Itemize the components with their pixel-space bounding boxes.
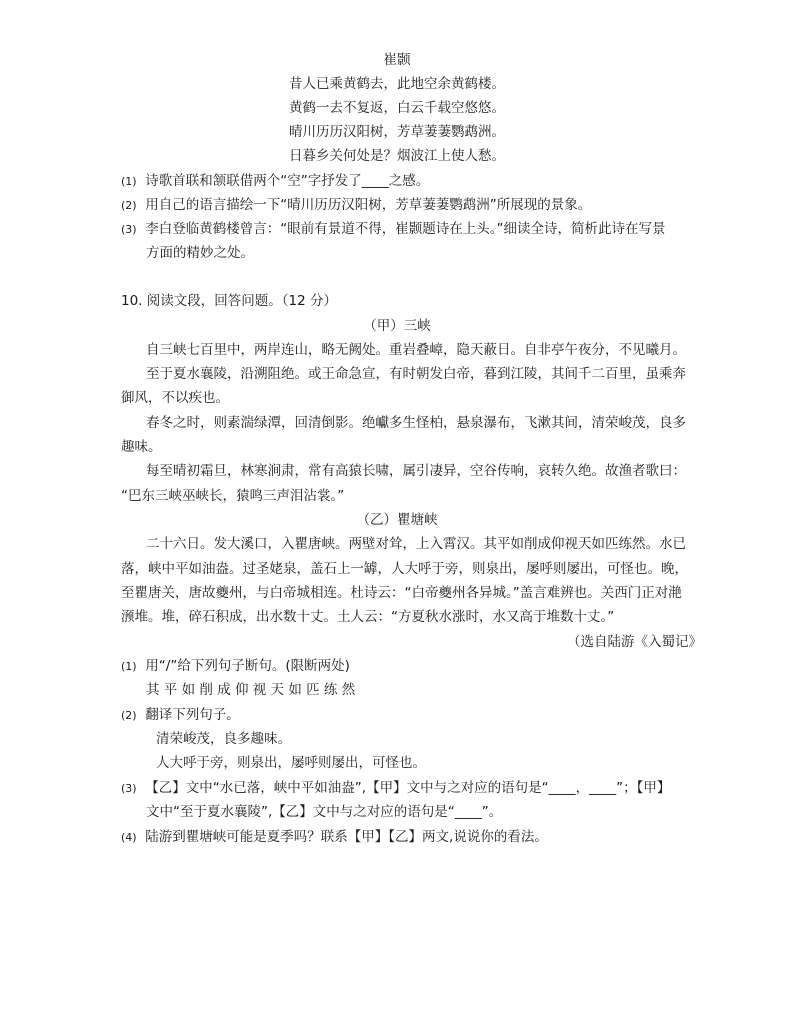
question-number: (2) — [121, 709, 137, 722]
poem-author: 崔颢 — [383, 52, 411, 68]
question-sub-item: 人大呼于旁，则泉出，屡呼则屡出，可怪也。 — [156, 755, 426, 771]
question-continuation: 方面的精妙之处。 — [146, 245, 254, 261]
question-item — [121, 220, 666, 239]
passage-a-line: 自三峡七百里中，两岸连山，略无阙处。重岩叠嶂，隐天蔽日。自非亭午夜分，不见曦月。 — [146, 342, 686, 358]
question-text: 李白登临黄鹤楼曾言：“眼前有景道不得，崔颢题诗在上头。”细读全诗，简析此诗在写景 — [145, 221, 666, 237]
passage-b-title: （乙）瞿塘峡 — [356, 512, 438, 528]
passage-a-line: “巴东三峡巫峡长，猿鸣三声泪沾裳。” — [121, 488, 345, 504]
passage-b-line: 二十六日。发大溪口，入瞿唐峡。两壁对耸，上入霄汉。其平如削成仰视天如匹练然。水已 — [146, 536, 686, 552]
passage-b-line: 至瞿唐关，唐故夔州，与白帝城相连。杜诗云：“白帝夔州各异城。”盖言难辨也。关西门正对滟 — [121, 585, 682, 601]
question-text: 诗歌首联和颔联借两个“空”字抒发了____之感。 — [145, 173, 430, 189]
question-text: 陆游到瞿塘峡可能是夏季吗？联系【甲】【乙】两文,说说你的看法。 — [145, 829, 548, 845]
question-continuation: 文中“至于夏水襄陵”,【乙】文中与之对应的语句是“____”。 — [146, 804, 503, 820]
question-number: (2) — [121, 199, 137, 212]
poem-line: 昔人已乘黄鹤去，此地空余黄鹤楼。 — [289, 76, 505, 92]
passage-a-line: 春冬之时，则素湍绿潭，回清倒影。绝巘多生怪柏，悬泉瀑布，飞漱其间，清荣峻茂，良多 — [146, 415, 686, 431]
question-item — [121, 706, 240, 725]
passage-a-line: 趣味。 — [121, 439, 162, 455]
question-number: (4) — [121, 831, 137, 844]
passage-b-source: （选自陆游《入蜀记》 — [567, 634, 702, 650]
poem-line: 日暮乡关何处是？烟波江上使人愁。 — [289, 148, 505, 164]
passage-b-line: 落，峡中平如油盎。过圣姥泉，盖石上一罅，人大呼于旁，则泉出，屡呼则屡出，可怪也。晚， — [121, 561, 688, 577]
passage-a-line: 每至晴初霜旦，林寒涧肃，常有高猿长啸，属引凄异，空谷传响，哀转久绝。故渔者歌曰： — [146, 463, 686, 479]
question-text: 用自己的语言描绘一下“晴川历历汉阳树，芳草萋萋鹦鹉洲”所展现的景象。 — [145, 197, 592, 213]
passage-a-title: （甲）三峡 — [363, 318, 431, 334]
question-number: (3) — [121, 223, 137, 236]
question-sub-item: 其 平 如 削 成 仰 视 天 如 匹 练 然 — [146, 682, 356, 698]
question-text: 翻译下列句子。 — [145, 707, 240, 723]
question-number: (1) — [121, 175, 137, 188]
passage-a-line: 御风，不以疾也。 — [121, 390, 229, 406]
passage-a-line: 至于夏水襄陵，沿溯阻绝。或王命急宣，有时朝发白帝，暮到江陵，其间千二百里，虽乘奔 — [146, 366, 686, 382]
question-item — [121, 196, 591, 215]
question-item — [121, 657, 350, 676]
question-10-heading: 10. 阅读文段，回答问题。（12 分） — [121, 293, 337, 309]
question-number: (3) — [121, 782, 137, 795]
poem-line: 晴川历历汉阳树，芳草萋萋鹦鹉洲。 — [289, 124, 505, 140]
question-text: 【乙】文中“水已落，峡中平如油盎”,【甲】文中与之对应的语句是“____，____”；【甲】 — [145, 780, 671, 796]
passage-b-line: 滪堆。堆，碎石积成，出水数十丈。土人云：“方夏秋水涨时，水又高于堆数十丈。” — [121, 609, 615, 625]
question-text: 用“/”给下列句子断句。(限断两处) — [145, 658, 350, 674]
poem-line: 黄鹤一去不复返，白云千载空悠悠。 — [289, 100, 505, 116]
question-item — [121, 828, 548, 847]
question-item — [121, 172, 429, 191]
question-item — [121, 779, 670, 798]
question-sub-item: 清荣峻茂，良多趣味。 — [156, 731, 291, 747]
question-number: (1) — [121, 660, 137, 673]
